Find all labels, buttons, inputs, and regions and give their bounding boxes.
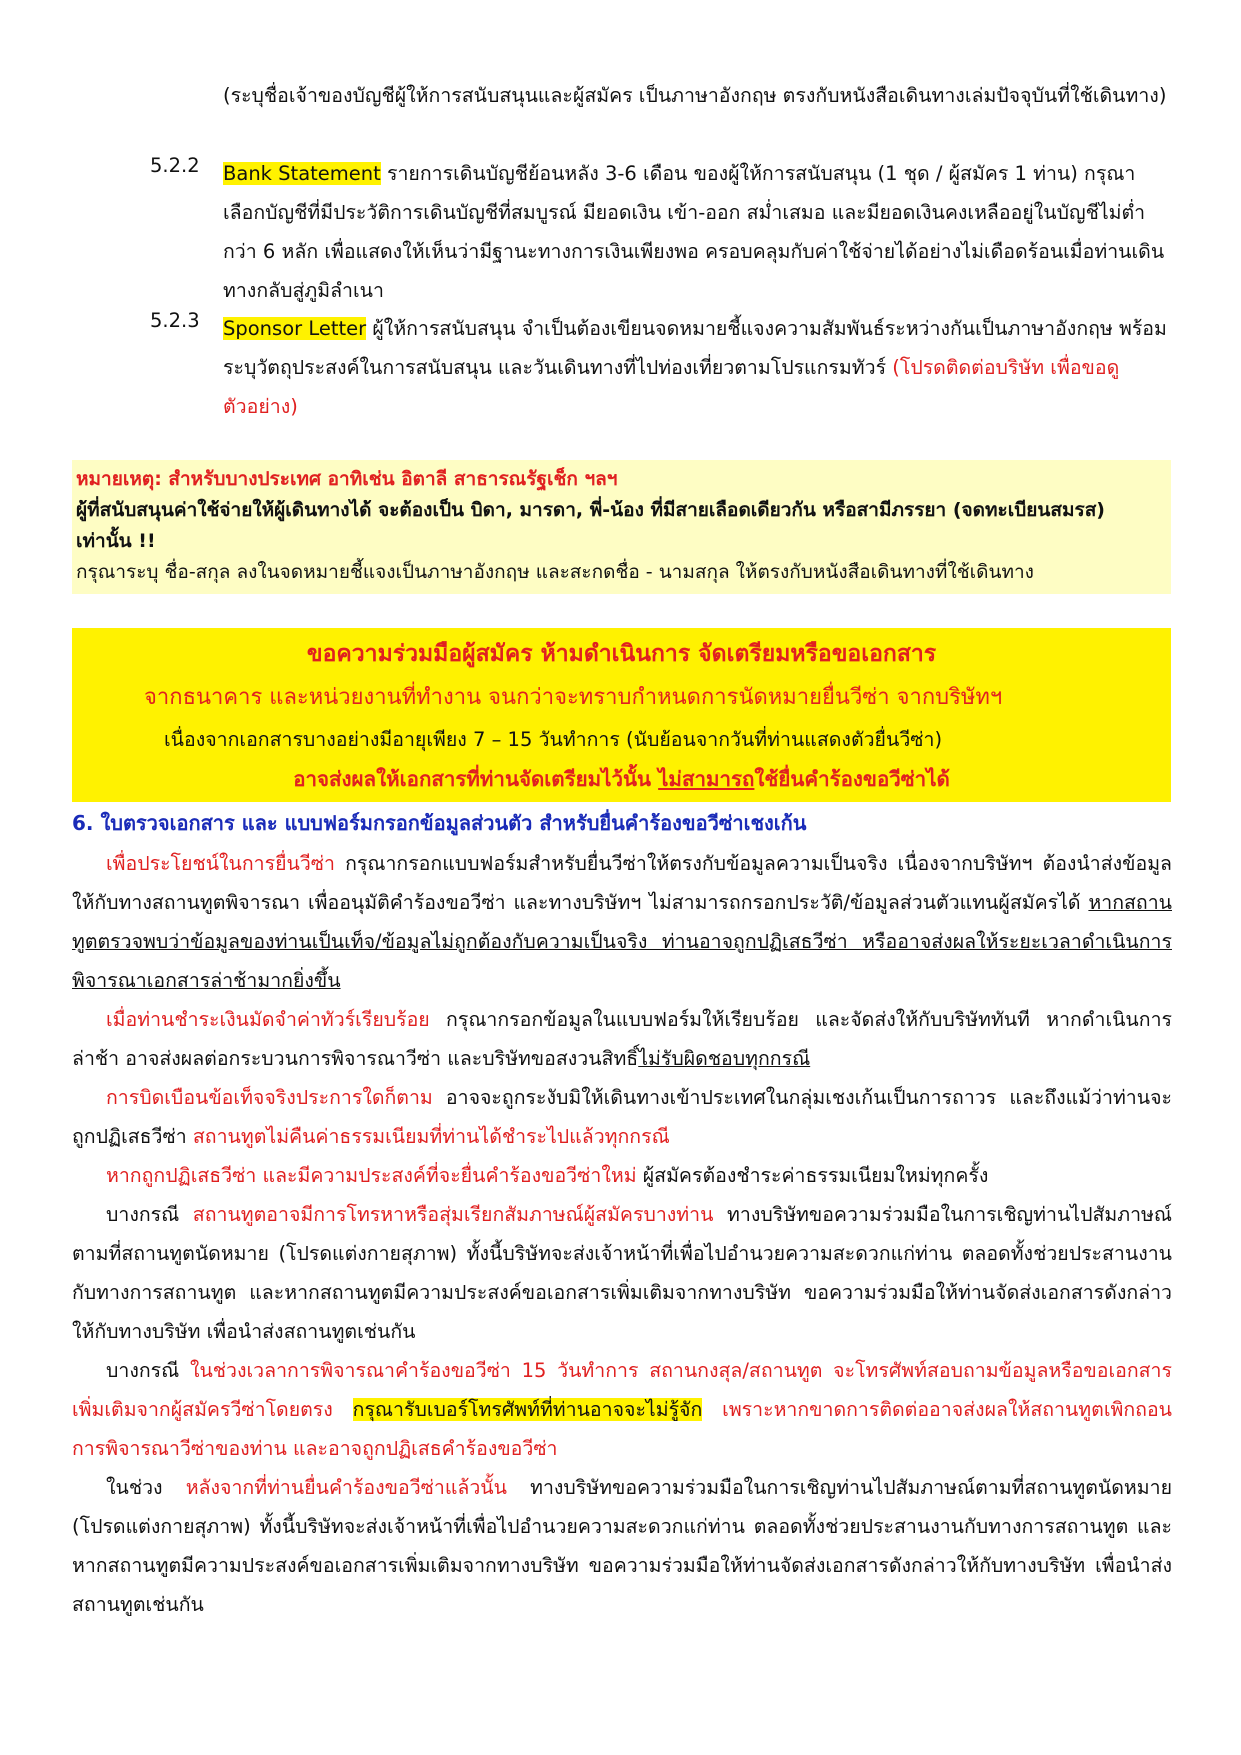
p1-underline: หากสถานทูตตรวจพบว่าข้อมูลของท่านเป็นเท็จ/ข้อมูลไม่ถูกต้องกับความเป็นจริง ท่านอาจถูกปฏิเสธวีซ่า หรืออาจส่งผลให้ระยะเวลาดำเนินการพิจารณาเอกสารล่าช้ามากยิ่งขึ้น	[72, 891, 1172, 992]
warning-line-4-end: ใช้ยื่นคำร้องขอวีซ่าได้	[754, 767, 950, 791]
paragraph-3	[72, 1078, 1172, 1156]
warning-title: ขอความร่วมมือผู้สมัคร ห้ามดำเนินการ จัดเตรียมหรือขอเอกสาร	[306, 641, 937, 667]
item-text: ผู้ให้การสนับสนุน จำเป็นต้องเขียนจดหมายชี้แจงความสัมพันธ์ระหว่างกันเป็นภาษาอังกฤษ พร้อมระบุวัตถุประสงค์ในการสนับสนุน และวันเดินทางที่ไปท่องเที่ยวตามโปรแกรมทัวร์	[223, 317, 1167, 379]
note-heading: หมายเหตุ: สำหรับบางประเทศ อาทิเช่น อิตาลี สาธารณรัฐเช็ก ฯลฯ	[76, 468, 618, 490]
p6-text-1: บางกรณี	[106, 1359, 190, 1382]
note-sponsor-rule: ผู้ที่สนับสนุนค่าใช้จ่ายให้ผู้เดินทางได้ จะต้องเป็น บิดา, มารดา, พี่-น้อง ที่มีสายเลือดเดียวกัน หรือสามีภรรยา (จดทะเบียนสมรส) เท่านั้น !!	[76, 499, 1105, 552]
p3-red: การบิดเบือนข้อเท็จจริงประการใดก็ตาม	[106, 1086, 433, 1109]
warning-line-2: จากธนาคาร และหน่วยงานที่ทำงาน จนกว่าจะทราบกำหนดการนัดหมายยื่นวีซ่า จากบริษัทฯ	[144, 685, 1003, 710]
bank-statement-label: Bank Statement	[223, 162, 381, 185]
paragraph-6	[72, 1351, 1172, 1468]
contact-note: (โปรดติดต่อบริษัท เพื่อขอดูตัวอย่าง)	[223, 356, 1120, 418]
p7-text-2: ทางบริษัทขอความร่วมมือในการเชิญท่านไปสัมภาษณ์ตามที่สถานทูตนัดหมาย (โปรดแต่งกายสุภาพ) ทั้งนี้บริษัทจะส่งเจ้าหน้าที่เพื่อไปอำนวยความสะดวกแก่ท่าน ตลอดทั้งช่วยประสานงานกับทางการสถานทูต และหากสถานทูตมีความประสงค์ขอเอกสารเพิ่มเติมจากทางบริษัท ขอความร่วมมือให้ท่านจัดส่งเอกสารดังกล่าวให้กับทางบริษัท เพื่อนำส่งสถานทูตเช่นกัน	[72, 1476, 1172, 1616]
p6-red-2: เพราะหากขาดการติดต่ออาจส่งผลให้สถานทูตเพิกถอนการพิจารณาวีซ่าของท่าน และอาจถูกปฏิเสธคำร้องขอวีซ่า	[72, 1398, 1172, 1460]
note-name-instruction: กรุณาระบุ ชื่อ-สกุล ลงในจดหมายชี้แจงเป็นภาษาอังกฤษ และสะกดชื่อ - นามสกุล ให้ตรงกับหนังสือเดินทางที่ใช้เดินทาง	[76, 561, 1034, 583]
item-body	[223, 154, 1170, 310]
warning-line-3: เนื่องจากเอกสารบางอย่างมีอายุเพียง 7 – 15 วันทำการ (นับย้อนจากวันที่ท่านแสดงตัวยื่นวีซ่า)	[164, 728, 943, 751]
p5-red: สถานทูตอาจมีการโทรหาหรือสุ่มเรียกสัมภาษณ์ผู้สมัครบางท่าน	[192, 1203, 714, 1226]
p7-red: หลังจากที่ท่านยื่นคำร้องขอวีซ่าแล้วนั้น	[185, 1476, 507, 1499]
paragraph-2	[72, 1000, 1172, 1078]
section-6-heading: 6. ใบตรวจเอกสาร และ แบบฟอร์มกรอกข้อมูลส่วนตัว สำหรับยื่นคำร้องขอวีซ่าเชงเก้น	[72, 811, 807, 835]
p6-red: ในช่วงเวลาการพิจารณาคำร้องขอวีซ่า 15 วันทำการ สถานกงสุล/สถานทูต จะโทรศัพท์สอบถามข้อมูลหรือขอเอกสารเพิ่มเติมจากผู้สมัครวีซ่าโดยตรง	[72, 1359, 1172, 1421]
item-text: รายการเดินบัญชีย้อนหลัง 3-6 เดือน ของผู้ให้การสนับสนุน (1 ชุด / ผู้สมัคร 1 ท่าน) กรุณาเลือกบัญชีที่มีประวัติการเดินบัญชีที่สมบูรณ์ มียอดเงิน เข้า-ออก สม่ำเสมอ และมียอดเงินคงเหลืออยู่ในบัญชีไม่ต่ำกว่า 6 หลัก เพื่อแสดงให้เห็นว่ามีฐานะทางการเงินเพียงพอ ครอบคลุมกับค่าใช้จ่ายได้อย่างไม่เดือดร้อนเมื่อท่านเดินทางกลับสู่ภูมิลำเนา	[223, 162, 1165, 302]
item-body	[223, 309, 1170, 426]
note-box	[72, 460, 1171, 594]
item-number: 5.2.3	[150, 309, 200, 332]
p4-text: ผู้สมัครต้องชำระค่าธรรมเนียมใหม่ทุกครั้ง	[636, 1164, 989, 1187]
warning-cannot: ไม่สามารถ	[658, 767, 755, 791]
paragraph-1	[72, 844, 1172, 1000]
warning-box	[72, 628, 1171, 802]
item-5-2-2	[150, 154, 1170, 310]
p5-text-2: ทางบริษัทขอความร่วมมือในการเชิญท่านไปสัมภาษณ์ตามที่สถานทูตนัดหมาย (โปรดแต่งกายสุภาพ) ทั้งนี้บริษัทจะส่งเจ้าหน้าที่เพื่อไปอำนวยความสะดวกแก่ท่าน ตลอดทั้งช่วยประสานงานกับทางการสถานทูต และหากสถานทูตมีความประสงค์ขอเอกสารเพิ่มเติมจากทางบริษัท ขอความร่วมมือให้ท่านจัดส่งเอกสารดังกล่าวให้กับทางบริษัท เพื่อนำส่งสถานทูตเช่นกัน	[72, 1203, 1172, 1343]
sponsor-letter-label: Sponsor Letter	[223, 317, 367, 340]
p3-red-2: สถานทูตไม่คืนค่าธรรมเนียมที่ท่านได้ชำระไปแล้วทุกกรณี	[192, 1125, 670, 1148]
p7-text-1: ในช่วง	[106, 1476, 186, 1499]
paragraph-7	[72, 1468, 1172, 1624]
p6-highlight: กรุณารับเบอร์โทรศัพท์ที่ท่านอาจจะไม่รู้จัก	[352, 1398, 703, 1421]
paragraph-4	[72, 1156, 1172, 1195]
p2-text: กรุณากรอกข้อมูลในแบบฟอร์มให้เรียบร้อย และจัดส่งให้กับบริษัททันที หากดำเนินการล่าช้า อาจส่งผลต่อกระบวนการพิจารณาวีซ่า และบริษัทขอสงวนสิทธิ์	[72, 1008, 1172, 1070]
item-number: 5.2.2	[150, 154, 200, 177]
p5-text-1: บางกรณี	[106, 1203, 193, 1226]
item-5-2-3	[150, 309, 1170, 426]
p2-underline: ไม่รับผิดชอบทุกกรณี	[638, 1047, 811, 1070]
p2-red: เมื่อท่านชำระเงินมัดจำค่าทัวร์เรียบร้อย	[106, 1008, 430, 1031]
p1-red: เพื่อประโยชน์ในการยื่นวีซ่า	[106, 852, 335, 875]
p3-text: อาจจะถูกระงับมิให้เดินทางเข้าประเทศในกลุ่มเชงเก้นเป็นการถาวร และถึงแม้ว่าท่านจะถูกปฏิเสธวีซ่า	[72, 1086, 1172, 1148]
warning-line-4-text: อาจส่งผลให้เอกสารที่ท่านจัดเตรียมไว้นั้น	[293, 767, 659, 791]
warning-line-4	[72, 760, 1171, 798]
paragraph-5	[72, 1195, 1172, 1351]
p1-text: กรุณากรอกแบบฟอร์มสำหรับยื่นวีซ่าให้ตรงกับข้อมูลความเป็นจริง เนื่องจากบริษัทฯ ต้องนำส่งข้อมูลให้กับทางสถานทูตพิจารณา เพื่ออนุมัติคำร้องขอวีซ่า และทางบริษัทฯ ไม่สามารถกรอกประวัติ/ข้อมูลส่วนตัวแทนผู้สมัครได้	[72, 852, 1172, 914]
s521-continuation: (ระบุชื่อเจ้าของบัญชีผู้ให้การสนับสนุนและผู้สมัคร เป็นภาษาอังกฤษ ตรงกับหนังสือเดินทางเล่มปัจจุบันที่ใช้เดินทาง)	[223, 84, 1167, 107]
p4-red: หากถูกปฏิเสธวีซ่า และมีความประสงค์ที่จะยื่นคำร้องขอวีซ่าใหม่	[106, 1164, 637, 1187]
